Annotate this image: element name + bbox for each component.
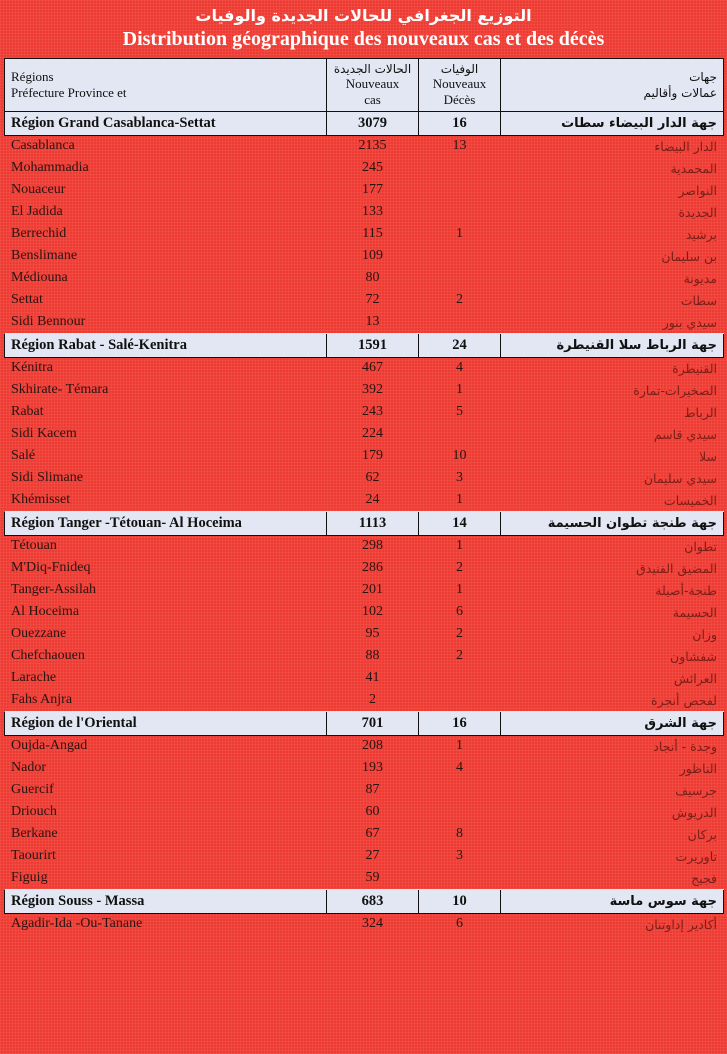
table-row bbox=[5, 823, 724, 845]
row-new-deaths: 1 bbox=[456, 582, 463, 598]
row-new-deaths bbox=[419, 779, 501, 801]
row-name-arabic: جهة طنجة تطوان الحسيمة bbox=[501, 511, 724, 535]
row-new-deaths: 1 bbox=[456, 492, 463, 508]
row-name-french: Taourirt bbox=[11, 848, 56, 864]
row-name-french: Driouch bbox=[11, 804, 57, 820]
row-name-arabic: الدار البيضاء bbox=[654, 138, 717, 154]
header-new-cases-arabic: الحالات الجديدة bbox=[333, 62, 412, 76]
row-name-french: Région Grand Casablanca-Settat bbox=[5, 111, 327, 135]
row-name-french: Skhirate- Témara bbox=[11, 382, 109, 398]
header-deaths-fr1: Nouveaux bbox=[432, 76, 487, 92]
row-new-cases: 3079 bbox=[327, 111, 419, 135]
row-new-deaths bbox=[419, 201, 501, 223]
row-new-cases: 27 bbox=[365, 848, 380, 864]
row-new-deaths: 16 bbox=[419, 111, 501, 135]
row-new-cases: 193 bbox=[362, 760, 383, 776]
row-name-french: Région Tanger -Tétouan- Al Hoceima bbox=[5, 511, 327, 535]
table-row bbox=[5, 579, 724, 601]
row-new-deaths: 6 bbox=[456, 916, 463, 932]
row-new-cases: 87 bbox=[365, 782, 380, 798]
header-arabic-cell bbox=[501, 59, 724, 112]
region-row bbox=[5, 333, 724, 357]
row-name-french: Région de l'Oriental bbox=[5, 711, 327, 735]
row-name-arabic: المضيق الفنيدق bbox=[636, 560, 717, 576]
row-new-cases: 243 bbox=[362, 404, 383, 420]
table-row bbox=[5, 667, 724, 689]
row-new-cases: 2 bbox=[369, 692, 376, 708]
row-new-deaths: 13 bbox=[452, 138, 467, 154]
row-new-deaths: 6 bbox=[456, 604, 463, 620]
row-name-arabic: جهة الدار البيضاء سطات bbox=[501, 111, 724, 135]
table-row bbox=[5, 267, 724, 289]
row-name-french: Figuig bbox=[11, 870, 48, 886]
table-row bbox=[5, 179, 724, 201]
row-new-deaths: 2 bbox=[456, 648, 463, 664]
row-name-french: Sidi Bennour bbox=[11, 314, 86, 330]
row-name-arabic: لفحص أنجرة bbox=[651, 692, 717, 708]
row-new-deaths: 4 bbox=[456, 760, 463, 776]
header-deaths-arabic: الوفيات bbox=[440, 62, 479, 76]
row-name-french: Al Hoceima bbox=[11, 604, 80, 620]
row-new-deaths: 24 bbox=[419, 333, 501, 357]
table-row bbox=[5, 289, 724, 311]
row-name-arabic: الدريوش bbox=[671, 804, 717, 820]
row-new-cases: 2135 bbox=[358, 138, 387, 154]
row-name-arabic: تاوريرت bbox=[675, 848, 717, 864]
table-row bbox=[5, 201, 724, 223]
row-new-cases: 701 bbox=[327, 711, 419, 735]
row-new-cases: 41 bbox=[365, 670, 380, 686]
row-name-arabic: سيدي قاسم bbox=[653, 426, 717, 442]
row-name-arabic: سلا bbox=[699, 448, 717, 464]
table-row bbox=[5, 845, 724, 867]
table-row bbox=[5, 623, 724, 645]
row-new-deaths: 2 bbox=[456, 626, 463, 642]
row-name-arabic: برشيد bbox=[685, 226, 717, 242]
row-new-deaths bbox=[419, 245, 501, 267]
row-name-french: Khémisset bbox=[11, 492, 71, 508]
row-new-cases: 298 bbox=[362, 538, 383, 554]
row-new-deaths: 14 bbox=[419, 511, 501, 535]
row-name-french: Sidi Kacem bbox=[11, 426, 77, 442]
row-name-arabic: جهة الرباط سلا القنيطرة bbox=[501, 333, 724, 357]
row-new-deaths: 8 bbox=[456, 826, 463, 842]
distribution-table bbox=[4, 58, 724, 936]
row-new-cases: 80 bbox=[365, 270, 380, 286]
row-name-french: Guercif bbox=[11, 782, 54, 798]
table-row bbox=[5, 223, 724, 245]
row-new-cases: 177 bbox=[362, 182, 383, 198]
region-row bbox=[5, 889, 724, 913]
row-new-deaths bbox=[419, 801, 501, 823]
row-name-french: Rabat bbox=[11, 404, 44, 420]
row-name-french: Mohammadia bbox=[11, 160, 89, 176]
document-header bbox=[0, 0, 727, 56]
row-new-cases: 324 bbox=[362, 916, 383, 932]
row-new-cases: 62 bbox=[365, 470, 380, 486]
row-name-french: Salé bbox=[11, 448, 36, 464]
row-new-deaths: 16 bbox=[419, 711, 501, 735]
row-new-cases: 224 bbox=[362, 426, 383, 442]
row-new-deaths: 10 bbox=[452, 448, 467, 464]
row-name-french: Berkane bbox=[11, 826, 58, 842]
row-name-arabic: العرائش bbox=[673, 670, 717, 686]
row-new-cases: 1591 bbox=[327, 333, 419, 357]
table-header-row bbox=[5, 59, 724, 112]
row-name-french: Kénitra bbox=[11, 360, 53, 376]
row-name-arabic: جهة الشرق bbox=[501, 711, 724, 735]
row-new-cases: 208 bbox=[362, 738, 383, 754]
row-name-french: Berrechid bbox=[11, 226, 67, 242]
row-new-deaths: 3 bbox=[456, 848, 463, 864]
table-row bbox=[5, 735, 724, 757]
row-name-french: Sidi Slimane bbox=[11, 470, 83, 486]
row-name-arabic: فجيج bbox=[691, 870, 717, 886]
region-row bbox=[5, 111, 724, 135]
row-name-french: Benslimane bbox=[11, 248, 78, 264]
row-new-cases: 60 bbox=[365, 804, 380, 820]
title-french: Distribution géographique des nouveaux cas et des décès bbox=[122, 28, 605, 50]
row-new-deaths bbox=[419, 179, 501, 201]
row-new-cases: 115 bbox=[362, 226, 383, 242]
row-name-french: El Jadida bbox=[11, 204, 63, 220]
row-name-arabic: النواصر bbox=[678, 182, 717, 198]
row-name-french: Casablanca bbox=[11, 138, 75, 154]
row-name-arabic: الصخيرات-تمارة bbox=[633, 382, 717, 398]
header-regions-arabic: جهات bbox=[689, 69, 717, 84]
table-row bbox=[5, 645, 724, 667]
row-name-arabic: سيدي سليمان bbox=[643, 470, 717, 486]
row-name-arabic: الحسيمة bbox=[672, 604, 717, 620]
row-new-deaths bbox=[419, 267, 501, 289]
row-new-cases: 392 bbox=[362, 382, 383, 398]
row-name-french: Tanger-Assilah bbox=[11, 582, 97, 598]
row-new-deaths bbox=[419, 423, 501, 445]
row-new-deaths: 3 bbox=[456, 470, 463, 486]
row-new-cases: 95 bbox=[365, 626, 380, 642]
table-row bbox=[5, 779, 724, 801]
table-row bbox=[5, 423, 724, 445]
row-name-french: Tétouan bbox=[11, 538, 57, 554]
table-row bbox=[5, 557, 724, 579]
header-new-cases-fr1: Nouveaux bbox=[345, 76, 400, 92]
row-new-deaths: 4 bbox=[456, 360, 463, 376]
row-new-deaths bbox=[419, 157, 501, 179]
row-new-cases: 467 bbox=[362, 360, 383, 376]
row-name-french: Settat bbox=[11, 292, 43, 308]
table-row bbox=[5, 401, 724, 423]
row-name-french: Agadir-Ida -Ou-Tanane bbox=[11, 916, 143, 932]
row-new-deaths: 1 bbox=[456, 538, 463, 554]
table-row bbox=[5, 801, 724, 823]
row-new-deaths: 2 bbox=[456, 560, 463, 576]
row-name-arabic: بركان bbox=[687, 826, 717, 842]
row-name-arabic: وجدة - أنجاد bbox=[653, 738, 717, 754]
row-name-arabic: سيدي بنور bbox=[662, 314, 717, 330]
row-new-cases: 286 bbox=[362, 560, 383, 576]
table-row bbox=[5, 913, 724, 935]
table-row bbox=[5, 357, 724, 379]
row-new-deaths: 1 bbox=[456, 226, 463, 242]
row-name-french: Oujda-Angad bbox=[11, 738, 88, 754]
title-arabic: التوزيع الجغرافي للحالات الجديدة والوفيات bbox=[195, 6, 532, 25]
row-new-cases: 683 bbox=[327, 889, 419, 913]
row-name-arabic: وزان bbox=[692, 626, 717, 642]
row-new-cases: 24 bbox=[365, 492, 380, 508]
header-deaths-fr2: Décès bbox=[443, 91, 476, 107]
header-prefecture-arabic: عمالات وأقاليم bbox=[643, 85, 717, 100]
table-row bbox=[5, 245, 724, 267]
header-region-cell bbox=[5, 59, 327, 112]
table-row bbox=[5, 467, 724, 489]
row-new-cases: 179 bbox=[362, 448, 383, 464]
row-name-french: Fahs Anjra bbox=[11, 692, 73, 708]
header-regions-label: Régions bbox=[11, 69, 54, 85]
row-name-french: Nouaceur bbox=[11, 182, 66, 198]
row-new-deaths: 1 bbox=[456, 738, 463, 754]
row-new-deaths bbox=[419, 689, 501, 711]
row-new-deaths bbox=[419, 867, 501, 889]
table-row bbox=[5, 601, 724, 623]
row-name-french: Médiouna bbox=[11, 270, 68, 286]
row-new-deaths bbox=[419, 667, 501, 689]
row-name-french: Ouezzane bbox=[11, 626, 67, 642]
table-row bbox=[5, 445, 724, 467]
row-name-arabic: الجديدة bbox=[678, 204, 717, 220]
row-new-cases: 88 bbox=[365, 648, 380, 664]
row-new-deaths: 10 bbox=[419, 889, 501, 913]
row-new-deaths: 1 bbox=[456, 382, 463, 398]
row-new-deaths: 5 bbox=[456, 404, 463, 420]
row-new-cases: 72 bbox=[365, 292, 380, 308]
header-prefecture-label: Préfecture Province et bbox=[11, 84, 127, 100]
row-new-cases: 245 bbox=[362, 160, 383, 176]
row-name-french: Région Rabat - Salé-Kenitra bbox=[5, 333, 327, 357]
row-new-cases: 102 bbox=[362, 604, 383, 620]
row-name-french: M'Diq-Fnideq bbox=[11, 560, 91, 576]
row-name-french: Nador bbox=[11, 760, 46, 776]
header-deaths-cell bbox=[419, 59, 501, 112]
header-new-cases-cell bbox=[327, 59, 419, 112]
row-name-french: Région Souss - Massa bbox=[5, 889, 327, 913]
table-row bbox=[5, 379, 724, 401]
row-name-arabic: مديونة bbox=[683, 270, 717, 286]
row-name-arabic: المحمدية bbox=[670, 160, 717, 176]
table-row bbox=[5, 867, 724, 889]
row-new-cases: 201 bbox=[362, 582, 383, 598]
row-new-deaths bbox=[419, 311, 501, 333]
row-name-arabic: طنجة-أصيلة bbox=[655, 582, 717, 598]
row-name-arabic: شفشاون bbox=[670, 648, 717, 664]
header-new-cases-fr2: cas bbox=[364, 91, 381, 107]
table-row bbox=[5, 135, 724, 157]
table-row bbox=[5, 489, 724, 511]
row-name-arabic: أكادير إداوتنان bbox=[645, 916, 717, 932]
row-name-arabic: تطوان bbox=[684, 538, 717, 554]
row-new-cases: 109 bbox=[362, 248, 383, 264]
row-new-cases: 13 bbox=[365, 314, 380, 330]
row-name-french: Larache bbox=[11, 670, 57, 686]
row-name-arabic: بن سليمان bbox=[661, 248, 717, 264]
row-name-arabic: سطات bbox=[680, 292, 717, 308]
row-new-cases: 59 bbox=[365, 870, 380, 886]
row-name-arabic: الخميسات bbox=[663, 492, 717, 508]
region-row bbox=[5, 511, 724, 535]
row-name-arabic: جرسيف bbox=[675, 782, 717, 798]
table-row bbox=[5, 157, 724, 179]
row-new-deaths: 2 bbox=[456, 292, 463, 308]
row-name-arabic: جهة سوس ماسة bbox=[501, 889, 724, 913]
row-new-cases: 1113 bbox=[327, 511, 419, 535]
table-row bbox=[5, 689, 724, 711]
row-name-arabic: الرباط bbox=[683, 404, 717, 420]
row-new-cases: 133 bbox=[362, 204, 383, 220]
table-row bbox=[5, 311, 724, 333]
row-name-arabic: القنيطرة bbox=[672, 360, 717, 376]
table-row bbox=[5, 535, 724, 557]
row-name-arabic: الناظور bbox=[679, 760, 717, 776]
region-row bbox=[5, 711, 724, 735]
row-new-cases: 67 bbox=[365, 826, 380, 842]
table-row bbox=[5, 757, 724, 779]
row-name-french: Chefchaouen bbox=[11, 648, 85, 664]
